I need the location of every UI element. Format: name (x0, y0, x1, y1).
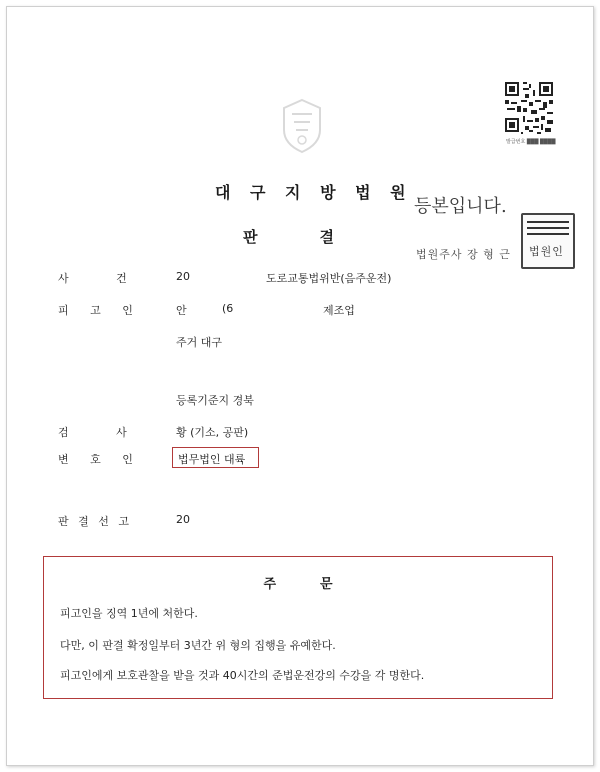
order-line: 다만, 이 판결 확정일부터 3년간 위 형의 집행을 유예한다. (60, 639, 336, 652)
order-section (43, 556, 553, 699)
order-line: 피고인을 징역 1년에 처한다. (60, 607, 198, 620)
case-label: 사 건 (58, 272, 149, 285)
counsel-label: 변 호 인 (58, 453, 142, 466)
certified-copy-stamp: 등본입니다. (414, 196, 507, 217)
defendant-age: (6 (222, 302, 234, 315)
court-emblem-watermark-icon (262, 96, 342, 156)
counsel-value: 법무법인 대륙 (178, 453, 246, 466)
prosecutor-label: 검 사 (58, 426, 149, 439)
qr-issue-number: 발급번호 ███ ████ (506, 139, 556, 145)
defendant-label: 피 고 인 (58, 304, 142, 317)
defendant-address: 주거 대구 (176, 336, 223, 349)
qr-code-icon (503, 78, 555, 136)
order-title (44, 573, 552, 592)
defendant-name: 안 (176, 304, 187, 317)
court-name: 대 구 지 방 법 원 (215, 183, 413, 202)
court-clerk-line: 법원주사 장 형 근 (416, 248, 511, 261)
case-name: 도로교통법위반(음주운전) (266, 272, 392, 285)
case-number: 20 (176, 270, 190, 283)
order-line: 피고인에게 보호관찰을 받을 것과 40시간의 준법운전강의 수강을 각 명한다. (60, 669, 425, 682)
defendant-occupation: 제조업 (323, 304, 355, 317)
prosecutor-value: 황 (기소, 공판) (176, 426, 249, 439)
order-title-char: 주 (263, 577, 276, 592)
seal-text: 법원인 (529, 245, 564, 258)
judgment-title-char: 판 (243, 228, 258, 246)
defendant-registry: 등록기준지 경북 (176, 394, 254, 407)
verdict-date-value: 20 (176, 513, 190, 526)
judgment-title (243, 226, 334, 247)
verdict-date-label: 판 결 선 고 (58, 515, 132, 528)
counsel-highlight (172, 447, 259, 468)
order-title-char: 문 (320, 577, 333, 592)
judgment-title-char: 결 (319, 228, 334, 246)
court-seal (521, 213, 575, 269)
